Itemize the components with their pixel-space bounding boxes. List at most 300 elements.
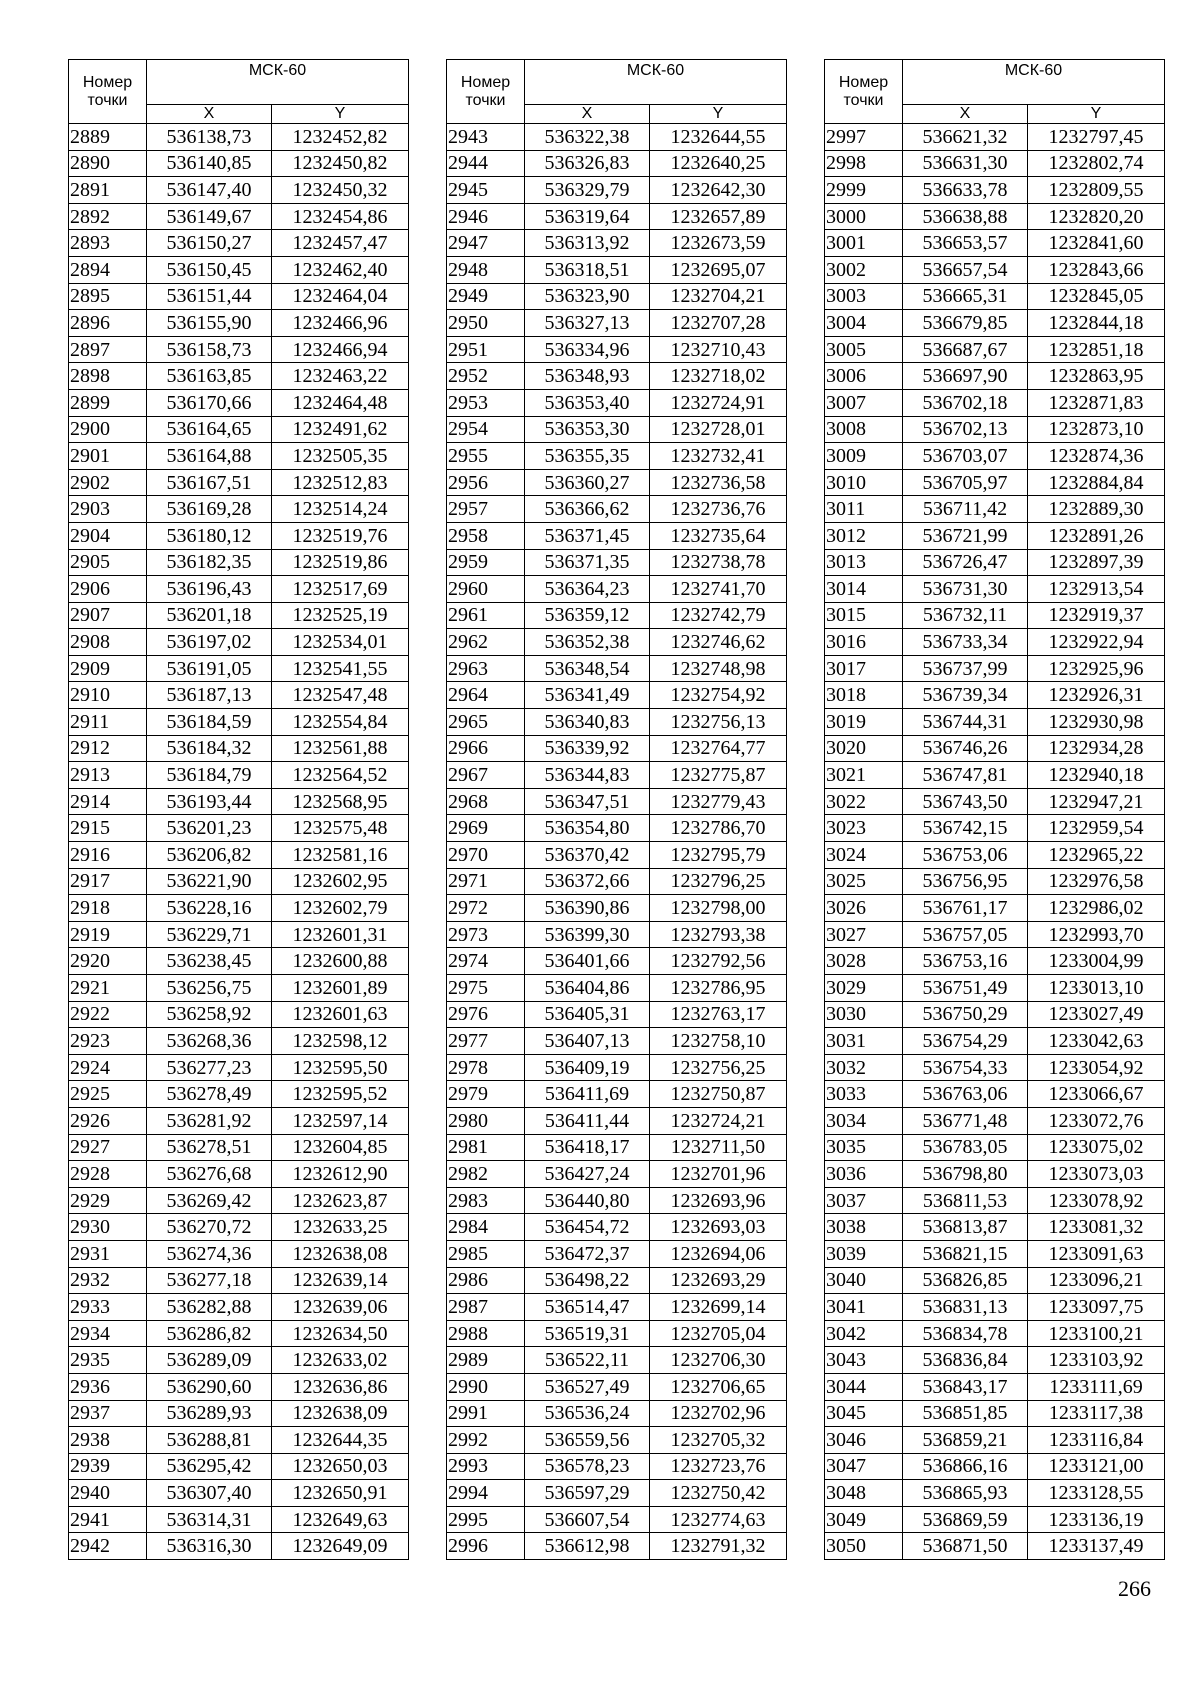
point-number-cell: 3006 xyxy=(825,363,903,390)
y-coordinate-cell: 1232922,94 xyxy=(1028,629,1165,656)
table-row xyxy=(825,655,1165,682)
table-row xyxy=(825,682,1165,709)
x-coordinate-cell: 536721,99 xyxy=(903,522,1028,549)
y-coordinate-cell: 1232701,96 xyxy=(650,1161,787,1188)
point-number-cell: 3032 xyxy=(825,1054,903,1081)
point-number-cell: 2944 xyxy=(447,150,525,177)
y-coordinate-cell: 1232623,87 xyxy=(272,1187,409,1214)
point-number-cell: 2973 xyxy=(447,921,525,948)
x-coordinate-cell: 536418,17 xyxy=(525,1134,650,1161)
table-row xyxy=(447,948,787,975)
x-coordinate-cell: 536732,11 xyxy=(903,602,1028,629)
x-coordinate-cell: 536519,31 xyxy=(525,1320,650,1347)
x-coordinate-cell: 536597,29 xyxy=(525,1480,650,1507)
point-number-cell: 2976 xyxy=(447,1001,525,1028)
y-coordinate-cell: 1233097,75 xyxy=(1028,1294,1165,1321)
y-coordinate-cell: 1232796,25 xyxy=(650,868,787,895)
table-row xyxy=(447,1320,787,1347)
x-coordinate-cell: 536747,81 xyxy=(903,762,1028,789)
x-coordinate-cell: 536514,47 xyxy=(525,1294,650,1321)
table-row xyxy=(447,389,787,416)
x-coordinate-cell: 536323,90 xyxy=(525,283,650,310)
x-coordinate-cell: 536274,36 xyxy=(147,1240,272,1267)
table-row xyxy=(825,522,1165,549)
point-number-cell: 2940 xyxy=(69,1480,147,1507)
y-coordinate-cell: 1232724,91 xyxy=(650,389,787,416)
x-coordinate-cell: 536151,44 xyxy=(147,283,272,310)
y-coordinate-cell: 1232926,31 xyxy=(1028,682,1165,709)
y-coordinate-cell: 1232728,01 xyxy=(650,416,787,443)
x-coordinate-cell: 536621,32 xyxy=(903,124,1028,151)
coordinate-table-2 xyxy=(446,59,787,1560)
point-number-cell: 3019 xyxy=(825,709,903,736)
y-coordinate-cell: 1232934,28 xyxy=(1028,735,1165,762)
y-coordinate-cell: 1232464,48 xyxy=(272,389,409,416)
x-coordinate-cell: 536559,56 xyxy=(525,1427,650,1454)
point-number-cell: 3030 xyxy=(825,1001,903,1028)
x-coordinate-cell: 536347,51 xyxy=(525,788,650,815)
table-row xyxy=(447,150,787,177)
x-coordinate-cell: 536638,88 xyxy=(903,203,1028,230)
x-coordinate-cell: 536170,66 xyxy=(147,389,272,416)
y-coordinate-cell: 1232750,87 xyxy=(650,1081,787,1108)
x-coordinate-cell: 536390,86 xyxy=(525,895,650,922)
point-number-cell: 2962 xyxy=(447,629,525,656)
point-number-cell: 2891 xyxy=(69,177,147,204)
point-number-cell: 2890 xyxy=(69,150,147,177)
point-number-cell: 2920 xyxy=(69,948,147,975)
table-row xyxy=(69,1373,409,1400)
table-row xyxy=(447,921,787,948)
y-coordinate-cell: 1233078,92 xyxy=(1028,1187,1165,1214)
y-coordinate-cell: 1232644,55 xyxy=(650,124,787,151)
y-coordinate-cell: 1232913,54 xyxy=(1028,576,1165,603)
x-coordinate-cell: 536290,60 xyxy=(147,1373,272,1400)
point-number-cell: 2977 xyxy=(447,1028,525,1055)
point-number-cell: 2897 xyxy=(69,336,147,363)
point-number-cell: 2986 xyxy=(447,1267,525,1294)
y-coordinate-cell: 1232786,70 xyxy=(650,815,787,842)
point-number-cell: 2993 xyxy=(447,1453,525,1480)
y-coordinate-cell: 1232746,62 xyxy=(650,629,787,656)
table-row xyxy=(69,1453,409,1480)
x-coordinate-cell: 536270,72 xyxy=(147,1214,272,1241)
table-row xyxy=(69,975,409,1002)
point-number-cell: 3049 xyxy=(825,1506,903,1533)
y-coordinate-cell: 1232514,24 xyxy=(272,496,409,523)
table-row xyxy=(69,1400,409,1427)
table-body xyxy=(447,124,787,1560)
x-coordinate-cell: 536742,15 xyxy=(903,815,1028,842)
x-coordinate-cell: 536871,50 xyxy=(903,1533,1028,1560)
y-coordinate-cell: 1232639,14 xyxy=(272,1267,409,1294)
x-coordinate-cell: 536865,93 xyxy=(903,1480,1028,1507)
y-coordinate-cell: 1232844,18 xyxy=(1028,310,1165,337)
y-coordinate-cell: 1232534,01 xyxy=(272,629,409,656)
y-coordinate-cell: 1232774,63 xyxy=(650,1506,787,1533)
y-coordinate-cell: 1232561,88 xyxy=(272,735,409,762)
y-coordinate-cell: 1233081,32 xyxy=(1028,1214,1165,1241)
y-coordinate-cell: 1232554,84 xyxy=(272,709,409,736)
x-coordinate-cell: 536831,13 xyxy=(903,1294,1028,1321)
point-number-cell: 3023 xyxy=(825,815,903,842)
table-row xyxy=(69,283,409,310)
y-coordinate-cell: 1232993,70 xyxy=(1028,921,1165,948)
point-number-header: Номер точки xyxy=(69,60,147,124)
y-coordinate-cell: 1233116,84 xyxy=(1028,1427,1165,1454)
y-header: Y xyxy=(650,105,787,124)
coordinate-system-header: МСК-60 xyxy=(147,60,409,105)
point-number-cell: 3022 xyxy=(825,788,903,815)
y-coordinate-cell: 1233054,92 xyxy=(1028,1054,1165,1081)
table-row xyxy=(447,469,787,496)
point-number-cell: 2950 xyxy=(447,310,525,337)
y-coordinate-cell: 1232798,00 xyxy=(650,895,787,922)
y-coordinate-cell: 1232612,90 xyxy=(272,1161,409,1188)
y-coordinate-cell: 1232786,95 xyxy=(650,975,787,1002)
table-row xyxy=(447,230,787,257)
x-coordinate-cell: 536702,13 xyxy=(903,416,1028,443)
x-coordinate-cell: 536281,92 xyxy=(147,1107,272,1134)
x-coordinate-cell: 536164,65 xyxy=(147,416,272,443)
x-coordinate-cell: 536821,15 xyxy=(903,1240,1028,1267)
point-number-cell: 2953 xyxy=(447,389,525,416)
x-coordinate-cell: 536851,85 xyxy=(903,1400,1028,1427)
point-number-cell: 3033 xyxy=(825,1081,903,1108)
coordinate-table-3 xyxy=(824,59,1165,1560)
table-row xyxy=(825,443,1165,470)
x-coordinate-cell: 536163,85 xyxy=(147,363,272,390)
point-number-cell: 2995 xyxy=(447,1506,525,1533)
x-coordinate-cell: 536206,82 xyxy=(147,842,272,869)
point-number-cell: 2970 xyxy=(447,842,525,869)
x-coordinate-cell: 536221,90 xyxy=(147,868,272,895)
x-coordinate-cell: 536313,92 xyxy=(525,230,650,257)
y-coordinate-cell: 1232930,98 xyxy=(1028,709,1165,736)
x-coordinate-cell: 536370,42 xyxy=(525,842,650,869)
table-row xyxy=(825,283,1165,310)
y-coordinate-cell: 1232463,22 xyxy=(272,363,409,390)
table-row xyxy=(825,975,1165,1002)
table-row xyxy=(447,336,787,363)
page-number: 266 xyxy=(1118,1576,1151,1601)
table-row xyxy=(447,1028,787,1055)
table-row xyxy=(69,1320,409,1347)
point-number-cell: 2981 xyxy=(447,1134,525,1161)
table-row xyxy=(69,469,409,496)
table-row xyxy=(69,1001,409,1028)
y-coordinate-cell: 1233013,10 xyxy=(1028,975,1165,1002)
point-number-cell: 3008 xyxy=(825,416,903,443)
point-number-cell: 2937 xyxy=(69,1400,147,1427)
table-row xyxy=(825,948,1165,975)
table-row xyxy=(447,203,787,230)
table-row xyxy=(825,469,1165,496)
x-coordinate-cell: 536866,16 xyxy=(903,1453,1028,1480)
x-coordinate-cell: 536344,83 xyxy=(525,762,650,789)
point-number-cell: 3013 xyxy=(825,549,903,576)
point-number-cell: 2929 xyxy=(69,1187,147,1214)
table-row xyxy=(69,203,409,230)
y-coordinate-cell: 1232464,04 xyxy=(272,283,409,310)
x-coordinate-cell: 536155,90 xyxy=(147,310,272,337)
table-row xyxy=(825,203,1165,230)
x-coordinate-cell: 536743,50 xyxy=(903,788,1028,815)
table-row xyxy=(69,1480,409,1507)
table-row xyxy=(69,762,409,789)
point-number-cell: 2974 xyxy=(447,948,525,975)
table-row xyxy=(447,1134,787,1161)
y-coordinate-cell: 1232644,35 xyxy=(272,1427,409,1454)
x-coordinate-cell: 536289,93 xyxy=(147,1400,272,1427)
table-row xyxy=(69,682,409,709)
table-row xyxy=(447,762,787,789)
y-coordinate-cell: 1232633,02 xyxy=(272,1347,409,1374)
x-coordinate-cell: 536726,47 xyxy=(903,549,1028,576)
point-number-cell: 2924 xyxy=(69,1054,147,1081)
table-row xyxy=(69,868,409,895)
y-coordinate-cell: 1232457,47 xyxy=(272,230,409,257)
point-number-cell: 3002 xyxy=(825,256,903,283)
point-number-cell: 3038 xyxy=(825,1214,903,1241)
table-row xyxy=(825,336,1165,363)
point-number-cell: 3017 xyxy=(825,655,903,682)
y-coordinate-cell: 1232710,43 xyxy=(650,336,787,363)
table-body xyxy=(69,124,409,1560)
point-number-cell: 3014 xyxy=(825,576,903,603)
x-coordinate-cell: 536798,80 xyxy=(903,1161,1028,1188)
coordinate-system-header: МСК-60 xyxy=(525,60,787,105)
x-coordinate-cell: 536440,80 xyxy=(525,1187,650,1214)
x-coordinate-cell: 536269,42 xyxy=(147,1187,272,1214)
table-row xyxy=(825,389,1165,416)
x-coordinate-cell: 536753,06 xyxy=(903,842,1028,869)
x-coordinate-cell: 536401,66 xyxy=(525,948,650,975)
point-number-cell: 3034 xyxy=(825,1107,903,1134)
table-row xyxy=(69,842,409,869)
table-row xyxy=(447,895,787,922)
x-coordinate-cell: 536184,32 xyxy=(147,735,272,762)
x-coordinate-cell: 536193,44 xyxy=(147,788,272,815)
x-coordinate-cell: 536813,87 xyxy=(903,1214,1028,1241)
point-number-cell: 2898 xyxy=(69,363,147,390)
x-coordinate-cell: 536278,51 xyxy=(147,1134,272,1161)
table-row xyxy=(447,788,787,815)
x-coordinate-cell: 536329,79 xyxy=(525,177,650,204)
point-number-cell: 2998 xyxy=(825,150,903,177)
y-coordinate-cell: 1232706,65 xyxy=(650,1373,787,1400)
point-number-cell: 3029 xyxy=(825,975,903,1002)
y-coordinate-cell: 1232947,21 xyxy=(1028,788,1165,815)
point-number-cell: 2957 xyxy=(447,496,525,523)
point-number-cell: 2955 xyxy=(447,443,525,470)
x-coordinate-cell: 536869,59 xyxy=(903,1506,1028,1533)
point-number-cell: 3047 xyxy=(825,1453,903,1480)
x-coordinate-cell: 536282,88 xyxy=(147,1294,272,1321)
table-row xyxy=(69,788,409,815)
table-row xyxy=(825,1506,1165,1533)
table-row xyxy=(447,602,787,629)
table-row xyxy=(447,1506,787,1533)
table-row xyxy=(447,1240,787,1267)
point-number-cell: 3007 xyxy=(825,389,903,416)
y-coordinate-cell: 1233136,19 xyxy=(1028,1506,1165,1533)
point-number-cell: 2892 xyxy=(69,203,147,230)
point-number-cell: 2889 xyxy=(69,124,147,151)
table-row xyxy=(447,1267,787,1294)
y-coordinate-cell: 1232741,70 xyxy=(650,576,787,603)
y-coordinate-cell: 1232673,59 xyxy=(650,230,787,257)
x-coordinate-cell: 536149,67 xyxy=(147,203,272,230)
table-row xyxy=(825,602,1165,629)
table-row xyxy=(69,1533,409,1560)
table-row xyxy=(825,1400,1165,1427)
point-number-cell: 3042 xyxy=(825,1320,903,1347)
y-coordinate-cell: 1232694,06 xyxy=(650,1240,787,1267)
table-row xyxy=(447,363,787,390)
point-number-cell: 2985 xyxy=(447,1240,525,1267)
y-coordinate-cell: 1232732,41 xyxy=(650,443,787,470)
y-coordinate-cell: 1232466,96 xyxy=(272,310,409,337)
point-number-header: Номер точки xyxy=(825,60,903,124)
x-coordinate-cell: 536859,21 xyxy=(903,1427,1028,1454)
table-row xyxy=(69,150,409,177)
x-coordinate-cell: 536197,02 xyxy=(147,629,272,656)
x-coordinate-cell: 536277,23 xyxy=(147,1054,272,1081)
y-coordinate-cell: 1232764,77 xyxy=(650,735,787,762)
y-coordinate-cell: 1232649,63 xyxy=(272,1506,409,1533)
x-coordinate-cell: 536411,44 xyxy=(525,1107,650,1134)
y-coordinate-cell: 1232843,66 xyxy=(1028,256,1165,283)
x-coordinate-cell: 536761,17 xyxy=(903,895,1028,922)
x-header: X xyxy=(903,105,1028,124)
table-row xyxy=(447,496,787,523)
table-row xyxy=(69,1214,409,1241)
table-row xyxy=(447,709,787,736)
point-number-cell: 2928 xyxy=(69,1161,147,1188)
point-number-cell: 2923 xyxy=(69,1028,147,1055)
y-coordinate-cell: 1233096,21 xyxy=(1028,1267,1165,1294)
table-row xyxy=(825,788,1165,815)
x-coordinate-cell: 536744,31 xyxy=(903,709,1028,736)
x-coordinate-cell: 536679,85 xyxy=(903,310,1028,337)
y-coordinate-cell: 1232450,82 xyxy=(272,150,409,177)
x-coordinate-cell: 536238,45 xyxy=(147,948,272,975)
table-row xyxy=(69,549,409,576)
table-row xyxy=(825,1054,1165,1081)
table-row xyxy=(69,1107,409,1134)
table-row xyxy=(447,1294,787,1321)
table-row xyxy=(447,1081,787,1108)
point-number-cell: 2984 xyxy=(447,1214,525,1241)
x-coordinate-cell: 536751,49 xyxy=(903,975,1028,1002)
point-number-cell: 2989 xyxy=(447,1347,525,1374)
y-coordinate-cell: 1232634,50 xyxy=(272,1320,409,1347)
point-number-cell: 2927 xyxy=(69,1134,147,1161)
y-coordinate-cell: 1232638,08 xyxy=(272,1240,409,1267)
point-number-cell: 2908 xyxy=(69,629,147,656)
table-row xyxy=(447,1001,787,1028)
y-coordinate-cell: 1232693,96 xyxy=(650,1187,787,1214)
point-number-cell: 2903 xyxy=(69,496,147,523)
table-body xyxy=(825,124,1165,1560)
y-coordinate-cell: 1232965,22 xyxy=(1028,842,1165,869)
y-coordinate-cell: 1233066,67 xyxy=(1028,1081,1165,1108)
x-coordinate-cell: 536366,62 xyxy=(525,496,650,523)
table-row xyxy=(825,1001,1165,1028)
point-number-cell: 2978 xyxy=(447,1054,525,1081)
table-row xyxy=(69,230,409,257)
y-coordinate-cell: 1232581,16 xyxy=(272,842,409,869)
table-row xyxy=(825,1134,1165,1161)
x-coordinate-cell: 536276,68 xyxy=(147,1161,272,1188)
y-coordinate-cell: 1233027,49 xyxy=(1028,1001,1165,1028)
table-row xyxy=(69,522,409,549)
point-number-cell: 2983 xyxy=(447,1187,525,1214)
x-coordinate-cell: 536697,90 xyxy=(903,363,1028,390)
y-coordinate-cell: 1232705,04 xyxy=(650,1320,787,1347)
table-row xyxy=(825,735,1165,762)
table-row xyxy=(825,1294,1165,1321)
x-coordinate-cell: 536371,35 xyxy=(525,549,650,576)
x-coordinate-cell: 536702,18 xyxy=(903,389,1028,416)
y-coordinate-cell: 1232976,58 xyxy=(1028,868,1165,895)
table-row xyxy=(825,1107,1165,1134)
point-number-cell: 2969 xyxy=(447,815,525,842)
point-number-cell: 2896 xyxy=(69,310,147,337)
table-row xyxy=(69,363,409,390)
x-coordinate-cell: 536184,59 xyxy=(147,709,272,736)
point-number-cell: 2915 xyxy=(69,815,147,842)
point-number-cell: 3005 xyxy=(825,336,903,363)
table-row xyxy=(447,655,787,682)
x-coordinate-cell: 536353,30 xyxy=(525,416,650,443)
y-coordinate-cell: 1232792,56 xyxy=(650,948,787,975)
y-coordinate-cell: 1232723,76 xyxy=(650,1453,787,1480)
y-coordinate-cell: 1232802,74 xyxy=(1028,150,1165,177)
point-number-cell: 2956 xyxy=(447,469,525,496)
table-row xyxy=(825,921,1165,948)
point-number-cell: 2988 xyxy=(447,1320,525,1347)
point-number-cell: 3003 xyxy=(825,283,903,310)
point-number-cell: 2905 xyxy=(69,549,147,576)
y-coordinate-cell: 1232809,55 xyxy=(1028,177,1165,204)
x-coordinate-cell: 536371,45 xyxy=(525,522,650,549)
y-coordinate-cell: 1232693,03 xyxy=(650,1214,787,1241)
y-coordinate-cell: 1232639,06 xyxy=(272,1294,409,1321)
point-number-cell: 2895 xyxy=(69,283,147,310)
y-coordinate-cell: 1232705,32 xyxy=(650,1427,787,1454)
x-coordinate-cell: 536256,75 xyxy=(147,975,272,1002)
y-coordinate-cell: 1232595,52 xyxy=(272,1081,409,1108)
x-coordinate-cell: 536169,28 xyxy=(147,496,272,523)
point-number-cell: 2910 xyxy=(69,682,147,709)
y-coordinate-cell: 1232597,14 xyxy=(272,1107,409,1134)
point-number-cell: 3036 xyxy=(825,1161,903,1188)
x-coordinate-cell: 536811,53 xyxy=(903,1187,1028,1214)
point-number-cell: 3021 xyxy=(825,762,903,789)
point-number-cell: 3039 xyxy=(825,1240,903,1267)
x-coordinate-cell: 536836,84 xyxy=(903,1347,1028,1374)
point-number-cell: 2964 xyxy=(447,682,525,709)
x-coordinate-cell: 536147,40 xyxy=(147,177,272,204)
table-row xyxy=(447,1347,787,1374)
y-coordinate-cell: 1232889,30 xyxy=(1028,496,1165,523)
point-number-cell: 3046 xyxy=(825,1427,903,1454)
table-row xyxy=(69,256,409,283)
point-number-cell: 2999 xyxy=(825,177,903,204)
point-number-cell: 2975 xyxy=(447,975,525,1002)
